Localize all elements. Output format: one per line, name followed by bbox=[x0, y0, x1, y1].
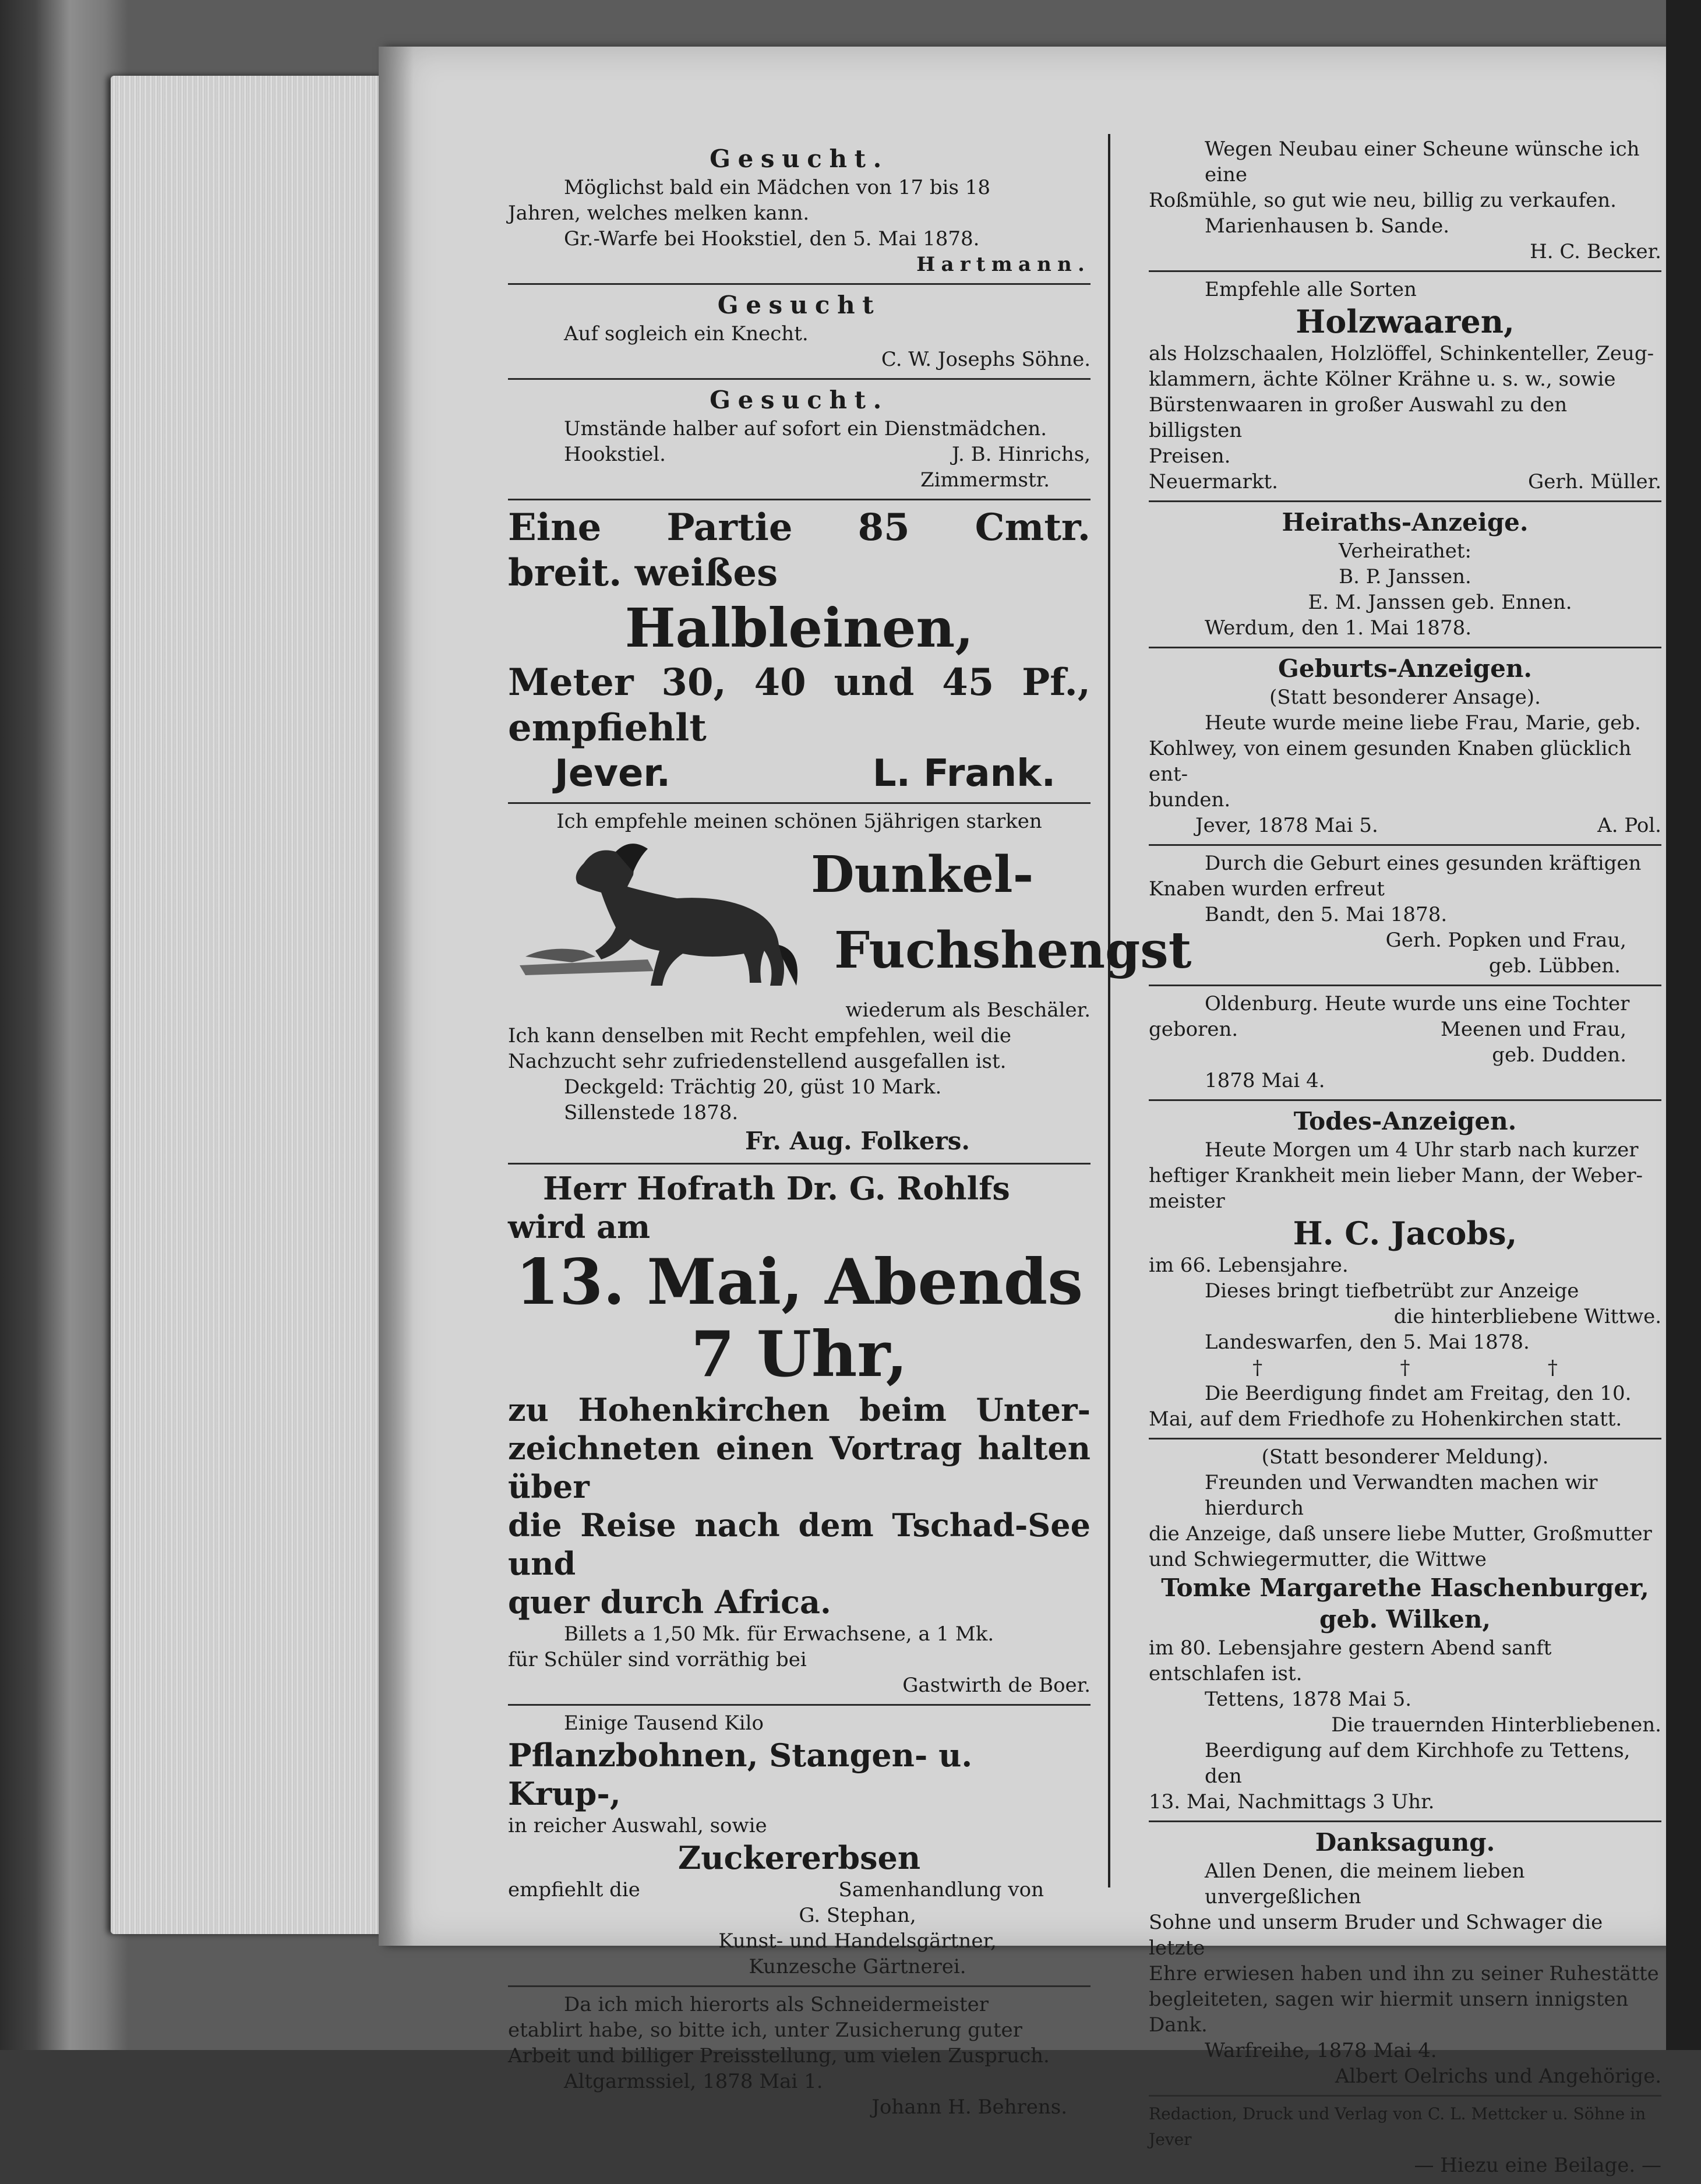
ad-vortrag-rohlfs bbox=[508, 1165, 1091, 1706]
ad-text: Bürstenwaaren in großer Auswahl zu den billigsten bbox=[1149, 393, 1568, 442]
ad-signature: Samenhandlung von bbox=[838, 1878, 1044, 1901]
ad-text: Billets a 1,50 Mk. für Erwachsene, a 1 Mk. bbox=[564, 1622, 994, 1646]
ad-product: Halbleinen, bbox=[624, 597, 974, 659]
ad-text: Möglichst bald ein Mädchen von 17 bis 18 bbox=[564, 176, 991, 199]
cross-icon: † bbox=[1400, 1356, 1410, 1379]
ad-place: Tettens, 1878 Mai 5. bbox=[1205, 1688, 1412, 1711]
ad-name: H. C. Jacobs, bbox=[1293, 1215, 1518, 1252]
ad-text: wiederum als Beschäler. bbox=[845, 998, 1091, 1022]
ad-signature: Fr. Aug. Folkers. bbox=[744, 1127, 971, 1155]
ad-text: Heute Morgen um 4 Uhr starb nach kurzer bbox=[1205, 1138, 1639, 1162]
ad-text: Wegen Neubau einer Scheune wünsche ich eine bbox=[1205, 137, 1640, 186]
ad-text: Knaben wurden erfreut bbox=[1149, 877, 1385, 901]
ad-text: (Statt besonderer Ansage). bbox=[1269, 686, 1541, 709]
ad-place: Neuermarkt. bbox=[1149, 470, 1278, 493]
ad-text: Arbeit und billiger Preisstellung, um vielen Zuspruch. bbox=[508, 2044, 1050, 2067]
ad-halbleinen bbox=[508, 500, 1091, 804]
ad-signature: Kunzesche Gärtnerei. bbox=[749, 1955, 966, 1978]
ad-headline: Eine Partie 85 Cmtr. bbox=[508, 506, 1091, 549]
ad-text: Jahren, welches melken kann. bbox=[508, 202, 810, 225]
ad-title: Gesucht. bbox=[710, 144, 889, 173]
ad-text: Auf sogleich ein Knecht. bbox=[564, 322, 809, 345]
ad-title: Danksagung. bbox=[1315, 1828, 1495, 1857]
ad-text: Heute wurde meine liebe Frau, Marie, geb. bbox=[1205, 711, 1641, 735]
ad-todes-anzeige-jacobs bbox=[1149, 1101, 1661, 1439]
ad-text: Mai, auf dem Friedhofe zu Hohenkirchen statt. bbox=[1149, 1407, 1622, 1431]
ad-place: Bandt, den 5. Mai 1878. bbox=[1205, 903, 1448, 926]
ad-pflanzbohnen bbox=[508, 1706, 1091, 1987]
ad-place: Sillenstede 1878. bbox=[564, 1101, 739, 1124]
ad-place: Altgarmssiel, 1878 Mai 1. bbox=[564, 2070, 823, 2093]
ad-name: E. M. Janssen geb. Ennen. bbox=[1308, 591, 1572, 614]
ad-headline: zu Hohenkirchen beim Unter- bbox=[508, 1391, 1091, 1428]
ad-place: Warfreihe, 1878 Mai 4. bbox=[1205, 2039, 1437, 2062]
ad-text: meister bbox=[1149, 1190, 1225, 1213]
ad-text: Gr.-Warfe bei Hookstiel, den 5. Mai 1878. bbox=[564, 227, 980, 250]
ad-place: Marienhausen b. Sande. bbox=[1205, 214, 1450, 238]
ad-text: und Schwiegermutter, die Wittwe bbox=[1149, 1548, 1487, 1571]
ad-signature: Die trauernden Hinterbliebenen. bbox=[1331, 1713, 1661, 1737]
ad-text: Oldenburg. Heute wurde uns eine Tochter bbox=[1205, 992, 1630, 1015]
ad-text: heftiger Krankheit mein lieber Mann, der Weber- bbox=[1149, 1164, 1643, 1187]
ad-text: geboren. bbox=[1149, 1018, 1238, 1041]
ad-holzwaaren bbox=[1149, 272, 1661, 502]
cross-icon: † bbox=[1252, 1356, 1263, 1379]
ad-text: Kohlwey, von einem gesunden Knaben glücklich ent- bbox=[1149, 737, 1632, 786]
ad-gesucht-knecht bbox=[508, 285, 1091, 380]
ad-prices: Meter 30, 40 und 45 Pf., bbox=[508, 661, 1091, 704]
ad-headline: wird am bbox=[508, 1208, 651, 1246]
ad-headline: Fuchshengst bbox=[834, 921, 1192, 980]
column-divider bbox=[1108, 134, 1110, 1887]
ad-danksagung bbox=[1149, 1822, 1661, 2097]
ad-signature: H. C. Becker. bbox=[1530, 240, 1661, 263]
ad-text: Verheirathet: bbox=[1338, 539, 1472, 563]
ad-text: Dieses bringt tiefbetrübt zur Anzeige bbox=[1205, 1279, 1579, 1303]
ad-signature: Gerh. Müller. bbox=[1528, 470, 1661, 493]
ad-text: Durch die Geburt eines gesunden kräftigen bbox=[1205, 852, 1642, 875]
ad-headline: Herr Hofrath Dr. G. Rohlfs bbox=[543, 1170, 1010, 1207]
ad-text: Da ich mich hierorts als Schneidermeister bbox=[564, 1993, 989, 2016]
ad-signature: geb. Dudden. bbox=[1492, 1043, 1626, 1067]
ad-headline: zeichneten einen Vortrag halten über bbox=[508, 1430, 1091, 1505]
ad-text: als Holzschaalen, Holzlöffel, Schinkenteller, Zeug- bbox=[1149, 342, 1654, 365]
page-gutter-shadow bbox=[379, 47, 414, 1946]
horse-illustration-icon bbox=[514, 840, 805, 992]
ad-gesucht-maedchen bbox=[508, 139, 1091, 285]
ad-todes-anzeige-haschenburger bbox=[1149, 1439, 1661, 1822]
ad-signature: L. Frank. bbox=[872, 752, 1056, 795]
ad-title: Heiraths-Anzeige. bbox=[1282, 508, 1529, 537]
book-page-edges bbox=[111, 76, 384, 1934]
ad-text: Freunden und Verwandten machen wir hierdurch bbox=[1205, 1471, 1598, 1520]
ad-gesucht-dienstmaedchen bbox=[508, 380, 1091, 500]
ad-headline: breit. weißes bbox=[508, 551, 778, 595]
ad-fuchshengst bbox=[508, 804, 1192, 1165]
ad-rossmuehle bbox=[1149, 132, 1661, 272]
ad-text: Einige Tausend Kilo bbox=[564, 1712, 764, 1735]
ad-text: empfiehlt die bbox=[508, 1878, 640, 1901]
ad-title: Gesucht bbox=[717, 291, 881, 319]
ad-text: Umstände halber auf sofort ein Dienstmädchen. bbox=[564, 417, 1047, 440]
ad-place: Jever, 1878 Mai 5. bbox=[1195, 814, 1378, 837]
ad-signature: C. W. Josephs Söhne. bbox=[881, 348, 1091, 371]
ad-title: Geburts-Anzeigen. bbox=[1278, 654, 1532, 683]
ad-geburt-meenen bbox=[1149, 986, 1661, 1101]
ad-signature: Johann H. Behrens. bbox=[871, 2095, 1067, 2119]
ad-headline: Pflanzbohnen, Stangen- u. Krup-, bbox=[508, 1737, 973, 1812]
right-column bbox=[1149, 132, 1661, 2184]
ad-signature: J. B. Hinrichs, bbox=[952, 443, 1091, 466]
ad-place: Hookstiel. bbox=[564, 443, 666, 466]
ad-name: geb. Wilken, bbox=[1319, 1605, 1491, 1633]
ad-text: Ich kann denselben mit Recht empfehlen, weil die bbox=[508, 1024, 1011, 1047]
ad-place: Landeswarfen, den 5. Mai 1878. bbox=[1205, 1331, 1530, 1354]
ad-text: 13. Mai, Nachmittags 3 Uhr. bbox=[1149, 1790, 1435, 1813]
ad-signature: Meenen und Frau, bbox=[1441, 1018, 1626, 1041]
ad-text: Preisen. bbox=[1149, 444, 1231, 468]
ad-text: bunden. bbox=[1149, 788, 1231, 811]
ad-text: Nachzucht sehr zufriedenstellend ausgefallen ist. bbox=[508, 1050, 1007, 1073]
scan-right-border bbox=[1666, 0, 1701, 2050]
ad-title: Gesucht. bbox=[710, 386, 889, 414]
ad-text: empfiehlt bbox=[508, 706, 707, 750]
ad-signature: G. Stephan, bbox=[799, 1904, 916, 1927]
ad-headline: Zuckererbsen bbox=[677, 1839, 921, 1876]
ad-signature: Hartmann. bbox=[916, 253, 1091, 276]
ad-name: B. P. Janssen. bbox=[1339, 565, 1471, 588]
cross-icon: † bbox=[1547, 1356, 1558, 1379]
ad-headline: die Reise nach dem Tschad-See und bbox=[508, 1506, 1091, 1582]
ad-text: im 66. Lebensjahre. bbox=[1149, 1254, 1349, 1277]
ad-headline: Holzwaaren, bbox=[1296, 303, 1515, 340]
ad-headline: quer durch Africa. bbox=[508, 1583, 831, 1621]
ad-text: Ehre erwiesen haben und ihn zu seiner Ruhestätte bbox=[1149, 1962, 1659, 1985]
ad-geburts-anzeige-pol bbox=[1149, 648, 1661, 846]
ad-text: Die Beerdigung findet am Freitag, den 10. bbox=[1205, 1382, 1632, 1405]
ad-text: in reicher Auswahl, sowie bbox=[508, 1814, 767, 1837]
imprint-text: Redaction, Druck und Verlag von C. L. Mettcker u. Söhne in Jever bbox=[1149, 2104, 1646, 2149]
ad-text: (Statt besonderer Meldung). bbox=[1261, 1445, 1549, 1469]
ad-text: Deckgeld: Trächtig 20, güst 10 Mark. bbox=[564, 1075, 942, 1099]
ad-headline: Dunkel- bbox=[811, 845, 1034, 904]
ad-place: 1878 Mai 4. bbox=[1205, 1069, 1325, 1092]
ad-text: für Schüler sind vorräthig bei bbox=[508, 1648, 807, 1671]
ad-intro: Ich empfehle meinen schönen 5jährigen starken bbox=[556, 810, 1042, 833]
ad-place: Werdum, den 1. Mai 1878. bbox=[1205, 616, 1472, 640]
ad-signature: Kunst- und Handelsgärtner, bbox=[718, 1929, 997, 1953]
ad-heiraths-anzeige bbox=[1149, 502, 1661, 648]
ad-text: Allen Denen, die meinem lieben unvergeßlichen bbox=[1205, 1860, 1525, 1908]
supplement-note: — Hiezu eine Beilage. — bbox=[1414, 2154, 1661, 2177]
ad-signature: Gerh. Popken und Frau, bbox=[1385, 929, 1626, 952]
ad-text: Sohne und unserm Bruder und Schwager die letzte bbox=[1149, 1911, 1603, 1960]
ad-signature: Albert Oelrichs und Angehörige. bbox=[1335, 2065, 1661, 2088]
ad-name: Tomke Margarethe Haschenburger, bbox=[1161, 1573, 1649, 1602]
imprint-footer bbox=[1149, 2097, 1661, 2184]
ad-text: etablirt habe, so bitte ich, unter Zusicherung guter bbox=[508, 2019, 1022, 2042]
ad-text: im 80. Lebensjahre gestern Abend sanft entschlafen ist. bbox=[1149, 1636, 1552, 1685]
ad-text: Empfehle alle Sorten bbox=[1205, 278, 1417, 301]
ad-text: Beerdigung auf dem Kirchhofe zu Tettens, den bbox=[1205, 1739, 1631, 1788]
ad-title: Todes-Anzeigen. bbox=[1293, 1107, 1517, 1135]
ad-place: Jever. bbox=[555, 752, 671, 795]
ad-signature: Gastwirth de Boer. bbox=[902, 1674, 1091, 1697]
ad-signature-title: Zimmermstr. bbox=[920, 468, 1050, 492]
ad-geburt-popken bbox=[1149, 846, 1661, 986]
ad-text: die Anzeige, daß unsere liebe Mutter, Großmutter bbox=[1149, 1522, 1652, 1546]
ad-text: klammern, ächte Kölner Krähne u. s. w., sowie bbox=[1149, 368, 1616, 391]
ad-signature: A. Pol. bbox=[1597, 814, 1661, 837]
ad-schneidermeister bbox=[508, 1987, 1091, 2126]
ad-signature: die hinterbliebene Wittwe. bbox=[1393, 1305, 1661, 1328]
ad-text: begleiteten, sagen wir hiermit unsern innigsten Dank. bbox=[1149, 1988, 1629, 2037]
ad-text: Roßmühle, so gut wie neu, billig zu verkaufen. bbox=[1149, 189, 1617, 212]
ad-signature: geb. Lübben. bbox=[1488, 954, 1621, 978]
ad-date: 13. Mai, Abends 7 Uhr, bbox=[515, 1246, 1084, 1391]
